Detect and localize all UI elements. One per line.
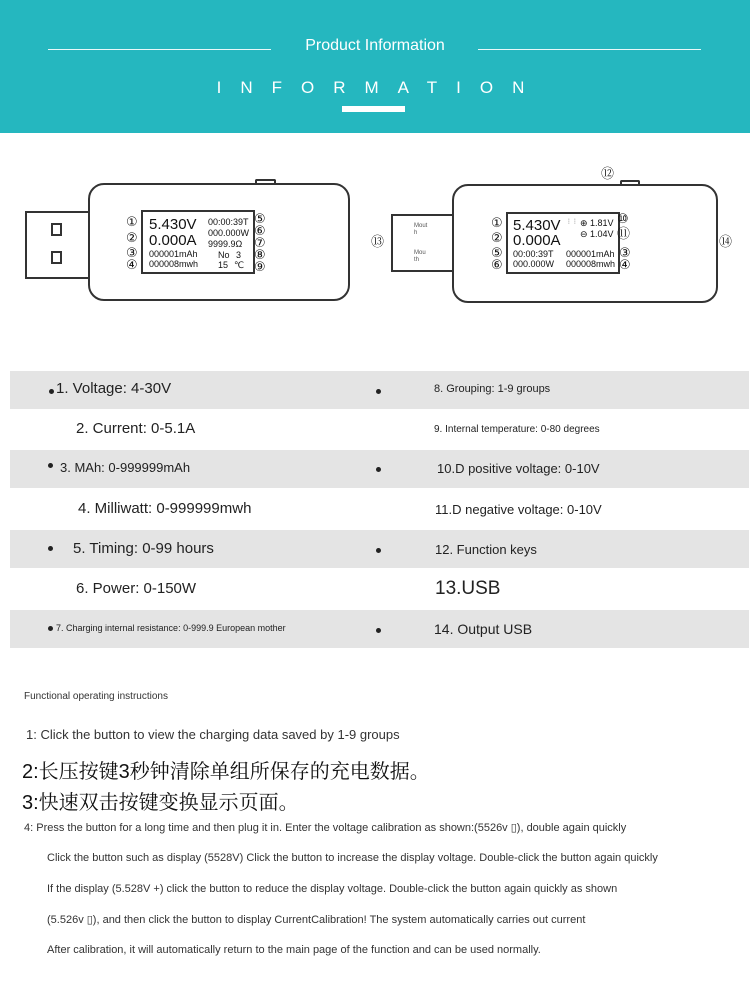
device-2-screen: [506, 212, 620, 274]
instruction-1: 1: Click the button to view the charging data saved by 1-9 groups: [26, 727, 400, 742]
instruction-4: 4: Press the button for a long time and then plug it in. Enter the voltage calibration as shown:(5526v ▯), double again quickly: [24, 822, 627, 834]
lcd2-neg-voltage: 1.04V: [590, 229, 614, 239]
spec-row-5: [10, 530, 749, 568]
lcd-group-value: 3: [236, 250, 242, 260]
callout-9: ⑨: [254, 259, 266, 274]
spec-row-3: [10, 450, 749, 488]
lcd-temp-value: 15: [218, 260, 229, 270]
bullet: [376, 548, 381, 553]
callout-14: ⑭: [719, 234, 733, 249]
callout2-4: ④: [619, 257, 631, 272]
callout2-1: ①: [491, 215, 503, 230]
spec-row-4: [10, 490, 749, 528]
port-label-2: Mou: [414, 250, 426, 256]
callout-3: ③: [126, 245, 138, 260]
lcd2-bar-icon: ⋮⋮: [566, 219, 578, 225]
spec-function-keys: 12. Function keys: [435, 542, 537, 557]
spec-usb: 13.USB: [435, 578, 501, 599]
lcd-group-label: No: [218, 250, 230, 260]
port-label-1b: h: [414, 230, 418, 236]
spec-row-1: [10, 371, 749, 409]
spec-grouping: 8. Grouping: 1-9 groups: [434, 383, 551, 395]
header-subtitle: INFORMATION: [216, 78, 544, 97]
header-underline: [342, 106, 405, 112]
lcd-current: 0.000A: [149, 232, 197, 249]
plug-hole-bottom: [51, 251, 62, 264]
output-usb-port: [391, 214, 457, 272]
lcd2-pos-voltage: 1.81V: [590, 218, 614, 228]
port-label-1: Mout: [414, 223, 428, 229]
lcd2-power: 000.000W: [513, 259, 555, 269]
callout-4: ④: [126, 257, 138, 272]
port-label-2b: th: [414, 257, 420, 263]
bullet: [48, 546, 53, 551]
lcd-mwh: 000008mwh: [149, 259, 199, 269]
lcd-voltage: 5.430V: [149, 216, 197, 233]
spec-negative-voltage: 11.D negative voltage: 0-10V: [435, 502, 602, 517]
bullet: [48, 626, 53, 631]
lcd2-timer: 00:00:39T: [513, 249, 554, 259]
bullet: [376, 628, 381, 633]
callout-13: ⑬: [371, 234, 385, 249]
bullet: [376, 389, 381, 394]
header-title: Product Information: [305, 37, 445, 54]
instructions-heading: Functional operating instructions: [24, 691, 168, 702]
callout-1: ①: [126, 214, 138, 229]
spec-resistance: 7. Charging internal resistance: 0-999.9 European mother: [56, 623, 286, 633]
lcd-power: 000.000W: [208, 228, 250, 238]
minus-icon: ⊖: [580, 229, 588, 239]
spec-positive-voltage: 10.D positive voltage: 0-10V: [437, 461, 600, 476]
callout-5: ⑤: [254, 211, 266, 226]
callout2-3: ③: [619, 245, 631, 260]
header-banner: [0, 0, 750, 133]
spec-power: 6. Power: 0-150W: [76, 580, 197, 597]
callout2-5: ⑤: [491, 245, 503, 260]
plug-hole-top: [51, 223, 62, 236]
lcd2-voltage: 5.430V: [513, 217, 561, 234]
bullet: [49, 389, 54, 394]
instruction-7: (5.526v ▯), and then click the button to display CurrentCalibration! The system automatically carries out current: [47, 914, 586, 926]
instruction-6: If the display (5.528V +) click the button to reduce the display voltage. Double-click the button again quickly as shown: [47, 883, 618, 895]
lcd-resistance: 9999.9Ω: [208, 239, 243, 249]
instruction-2: 2:长压按键3秒钟清除单组所保存的充电数据。: [22, 761, 430, 783]
callout2-11: ⑪: [617, 226, 631, 241]
callout-8: ⑧: [254, 247, 266, 262]
callout-7: ⑦: [254, 235, 266, 250]
callout-2: ②: [126, 230, 138, 245]
instruction-5: Click the button such as display (5528V) Click the button to increase the display voltage. Double-click the button again quickly: [47, 852, 658, 864]
usb-plug: [25, 211, 93, 279]
spec-output-usb: 14. Output USB: [434, 621, 533, 637]
callout2-6: ⑥: [491, 257, 503, 272]
spec-timing: 5. Timing: 0-99 hours: [73, 540, 214, 557]
lcd-mah: 000001mAh: [149, 249, 198, 259]
lcd2-current: 0.000A: [513, 232, 561, 249]
spec-mah: 3. MAh: 0-999999mAh: [60, 460, 191, 475]
lcd2-mah: 000001mAh: [566, 249, 615, 259]
instruction-3: 3:快速双击按键变换显示页面。: [22, 792, 299, 814]
callout-12: ⑫: [601, 166, 615, 181]
bullet: [48, 463, 53, 468]
spec-row-6: [10, 570, 749, 608]
lcd-temp-unit: ℃: [234, 260, 245, 270]
callout-6: ⑥: [254, 223, 266, 238]
device-1-screen: [141, 210, 255, 274]
spec-milliwatt: 4. Milliwatt: 0-999999mwh: [78, 500, 252, 517]
spec-temperature: 9. Internal temperature: 0-80 degrees: [434, 424, 600, 435]
plus-icon: ⊕: [580, 218, 588, 228]
lcd2-mwh: 000008mwh: [566, 259, 616, 269]
callout2-10: ⑩: [617, 211, 629, 226]
lcd-timer: 00:00:39T: [208, 217, 249, 227]
spec-voltage: 1. Voltage: 4-30V: [56, 380, 172, 397]
spec-row-2: [10, 411, 749, 449]
spec-row-7: [10, 610, 749, 648]
instruction-8: After calibration, it will automatically return to the main page of the function and can be used normally.: [47, 944, 541, 956]
callout2-2: ②: [491, 230, 503, 245]
bullet: [376, 467, 381, 472]
spec-current: 2. Current: 0-5.1A: [76, 420, 196, 437]
